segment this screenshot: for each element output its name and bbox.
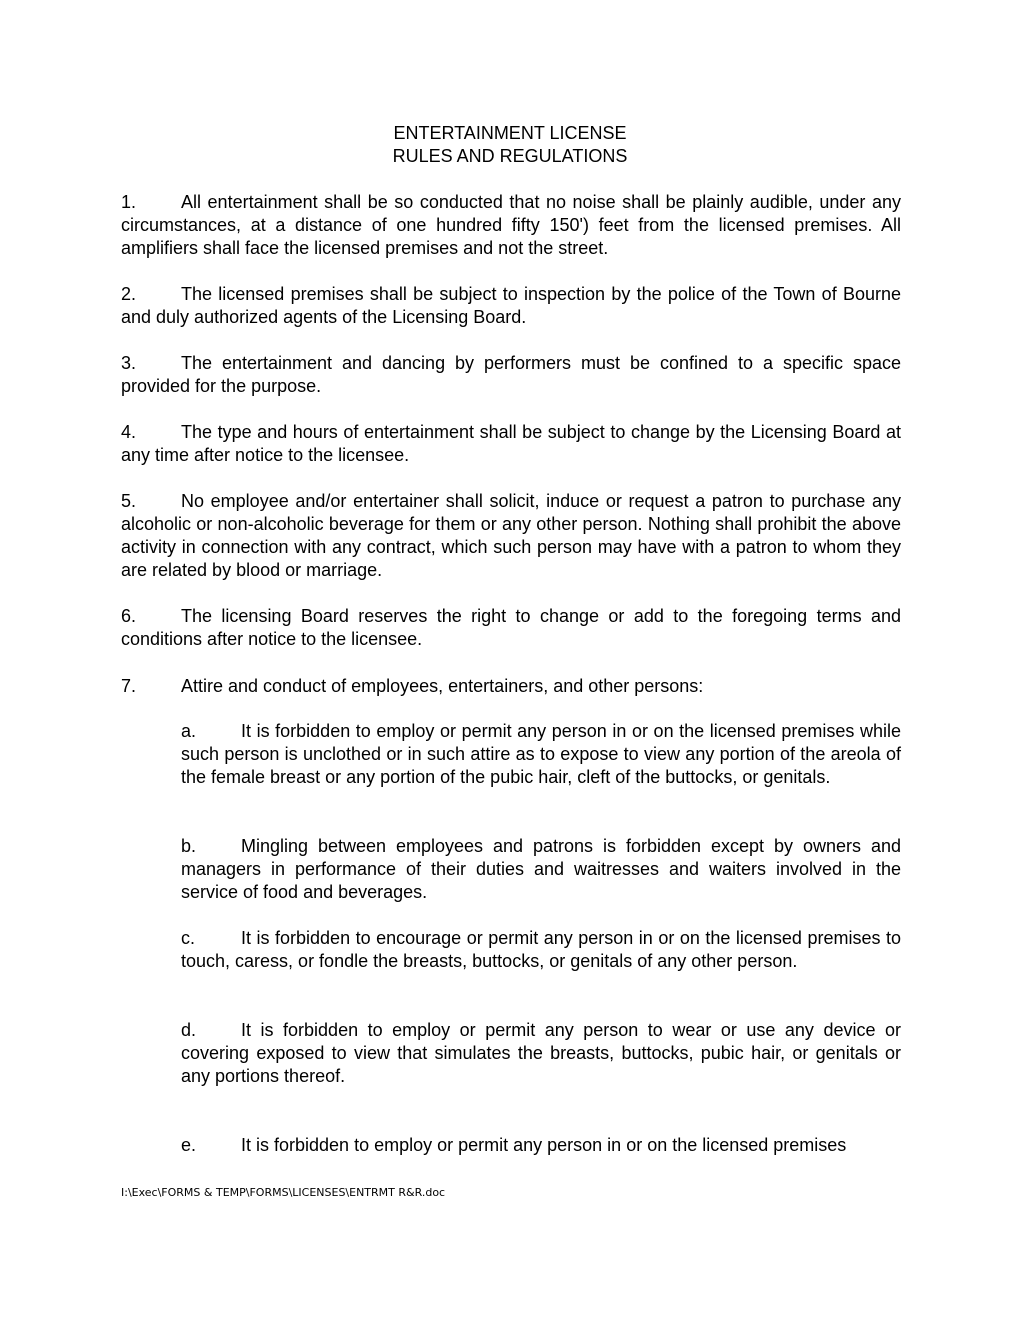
rule-text: No employee and/or entertainer shall solicit, induce or request a patron to purchase any alcoholic or non-alcoholic beverage for them or any other person. Nothing shall prohibit the above activity in connection with any contract, which such person may have with a patron to whom they are related by blood or marriage.	[121, 491, 901, 580]
rule-text: The licensed premises shall be subject to inspection by the police of the Town of Bourne and duly authorized agents of the Licensing Board.	[121, 284, 901, 327]
footer-file-path: I:\Exec\FORMS & TEMP\FORMS\LICENSES\ENTRMT R&R.doc	[121, 1186, 446, 1199]
rule-subitem-a	[181, 720, 901, 789]
rule-subitem-e	[181, 1134, 901, 1157]
rule-text: All entertainment shall be so conducted that no noise shall be plainly audible, under any circumstances, at a distance of one hundred fifty 150') feet from the licensed premises. All amplifiers shall face the licensed premises and not the street.	[121, 192, 901, 258]
subitem-letter: e.	[181, 1135, 197, 1155]
rule-number: 4.	[121, 422, 137, 442]
rule-item-1	[121, 191, 901, 260]
subitem-text: It is forbidden to employ or permit any person to wear or use any device or covering exposed to view that simulates the breasts, buttocks, pubic hair, or genitals or any portions thereof.	[181, 1020, 901, 1086]
subitem-letter: c.	[181, 928, 196, 948]
rule-item-4	[121, 421, 901, 467]
subitem-letter: d.	[181, 1020, 197, 1040]
rule-subitem-d	[181, 1019, 901, 1088]
document-title-line2: RULES AND REGULATIONS	[392, 146, 628, 166]
rule-number: 3.	[121, 353, 137, 373]
rule-item-2	[121, 283, 901, 329]
rule-number: 2.	[121, 284, 137, 304]
rule-item-7	[121, 675, 901, 698]
subitem-text: It is forbidden to employ or permit any person in or on the licensed premises	[241, 1135, 847, 1155]
rule-number: 6.	[121, 606, 137, 626]
rule-subitem-c	[181, 927, 901, 973]
subitem-text: It is forbidden to encourage or permit any person in or on the licensed premises to touch, caress, or fondle the breasts, buttocks, or genitals of any other person.	[181, 928, 901, 971]
rule-number: 1.	[121, 192, 137, 212]
subitem-letter: a.	[181, 721, 197, 741]
subitem-text: Mingling between employees and patrons is forbidden except by owners and managers in performance of their duties and waitresses and waiters involved in the service of food and beverages.	[181, 836, 901, 902]
rule-text: The licensing Board reserves the right to change or add to the foregoing terms and conditions after notice to the licensee.	[121, 606, 901, 649]
rule-number: 5.	[121, 491, 137, 511]
rule-subitem-b	[181, 835, 901, 904]
rule-text: Attire and conduct of employees, entertainers, and other persons:	[181, 676, 704, 696]
rule-item-6	[121, 605, 901, 651]
rule-number: 7.	[121, 676, 137, 696]
rule-text: The entertainment and dancing by performers must be confined to a specific space provided for the purpose.	[121, 353, 901, 396]
subitem-letter: b.	[181, 836, 197, 856]
subitem-text: It is forbidden to employ or permit any person in or on the licensed premises while such person is unclothed or in such attire as to expose to view any portion of the areola of the female breast or any portion of the pubic hair, cleft of the buttocks, or genitals.	[181, 721, 901, 787]
rule-item-3	[121, 352, 901, 398]
rule-item-5	[121, 490, 901, 582]
document-title-line1: ENTERTAINMENT LICENSE	[393, 123, 627, 143]
rule-text: The type and hours of entertainment shall be subject to change by the Licensing Board at any time after notice to the licensee.	[121, 422, 901, 465]
